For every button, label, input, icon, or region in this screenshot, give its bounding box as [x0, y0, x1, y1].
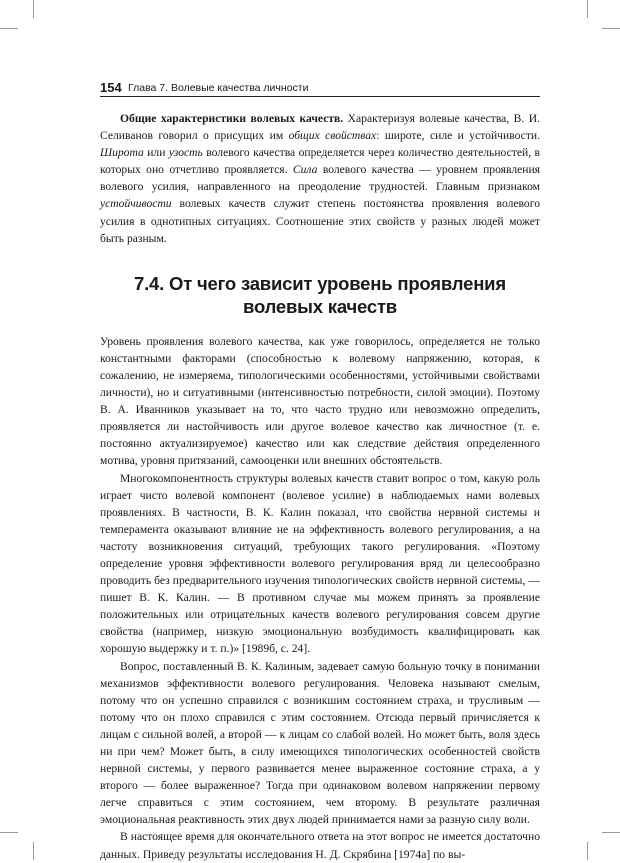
page-number: 154 [100, 80, 122, 95]
intro-lead: Общие характеристики волевых качеств. [120, 112, 344, 125]
paragraph-4: В настоящее время для окончательного ответа на этот вопрос не имеется достаточно данных. Приведу результаты исследования Н. Д. Скрябина [1974а] по вы- [100, 830, 540, 861]
section-heading [100, 272, 540, 318]
intro-emphasis-4: Сила [292, 163, 318, 177]
intro-emphasis-1: общих свойствах [288, 129, 377, 143]
running-header [100, 80, 540, 97]
intro-text-4: волевого качества определяется через количество деятельностей, в которых оно отчетливо проявляется. [100, 146, 540, 177]
crop-mark-bottom-left-horizontal [0, 832, 18, 833]
crop-mark-top-left-horizontal [0, 28, 18, 29]
crop-mark-bottom-right-vertical [587, 842, 588, 860]
paragraph-2: Многокомпонентность структуры волевых качеств ставит вопрос о том, какую роль играет чисто волевой компонент (волевое усилие) в наблюдаемых нами волевых проявлениях. В частности, В. К. Калин показал, что свойства нервной системы и темперамента оказывают влияние не на эффективность волевого регулирования, а на частоту возникновения ситуаций, требующих такого регулирования. «Поэтому определение уровня эффективности волевого регулирования вряд ли целесообразно проводить без предварительного изучения типологических свойств нервной системы, — пишет В. К. Калин. — В противном случае мы можем принять за проявление положительных или отрицательных качеств волевого регулирования совсем другие свойства (например, низкую эмоциональную возбудимость квалифицировать как хорошую выдержку и т. п.)» [1989б, с. 24]. [100, 471, 540, 656]
crop-mark-bottom-right-horizontal [602, 832, 620, 833]
intro-emphasis-3: узость [168, 146, 203, 160]
intro-text-5: волевого качества — уровнем проявления волевого усилия, направленного на преодоление трудностей. Главным признаком [100, 163, 540, 194]
paragraph-3: Вопрос, поставленный В. К. Калиным, задевает самую больную точку в понимании механизмов эффективности волевого регулирования. Человека называют смелым, потому что он успешно справился с возникшим состоянием страха, и трусливым — потому что он плохо справился с этим состоянием. Отсюда первый причисляется к лицам с сильной волей, а второй — к лицам со слабой волей. Но может быть, воля здесь ни при чем? Может быть, в силу имеющихся типологических особенностей свойств нервной системы, у первого развивается менее выраженное состояние страха, а у второго — более выраженное? Тогда при одинаковом волевом напряжении первому легче справиться с этим состоянием, чем второму. В результате различная эмоциональная реактивность этих двух людей принимается нами за разную силу воли. [100, 659, 540, 827]
intro-text-2: : широте, силе и устойчивости. [376, 129, 540, 143]
intro-emphasis-2: Широта [100, 146, 144, 160]
crop-mark-top-left-vertical [33, 0, 34, 18]
chapter-title: Глава 7. Волевые качества личности [128, 82, 309, 94]
page-body [100, 110, 540, 863]
crop-mark-bottom-left-vertical [33, 842, 34, 860]
intro-emphasis-5: устойчивости [100, 197, 172, 211]
section-heading-line-1: 7.4. От чего зависит уровень проявления [134, 272, 506, 294]
intro-text-3: или [143, 146, 169, 160]
intro-text-6: волевых качеств служит степень постоянства проявления волевого усилия в однотипных ситуациях. Соотношение этих свойств у разных людей может быть разным. [100, 197, 540, 245]
intro-text-1: Характеризуя волевые качества, В. И. Селиванов говорил о присущих им [100, 112, 541, 143]
crop-mark-top-right-horizontal [602, 28, 620, 29]
section-heading-line-2: волевых качеств [243, 295, 397, 317]
intro-paragraph [100, 110, 540, 247]
paragraph-1: Уровень проявления волевого качества, как уже говорилось, определяется не только константными факторами (способностью к волевому напряжению, которая, к сожалению, не измеряема, типологическими особенностями, устойчивыми свойствами личности), но и ситуативными (интенсивностью потребности, силой эмоции). Поэтому В. А. Иванников указывает на то, что часто трудно или невозможно определить, проявляется ли настойчивость или другое волевое качество как личностное (т. е. постоянно актуализируемое) качество или как следствие действия определенного мотива, уровня притязаний, самооценки или внешних обстоятельств. [100, 334, 540, 468]
crop-mark-top-right-vertical [587, 0, 588, 18]
